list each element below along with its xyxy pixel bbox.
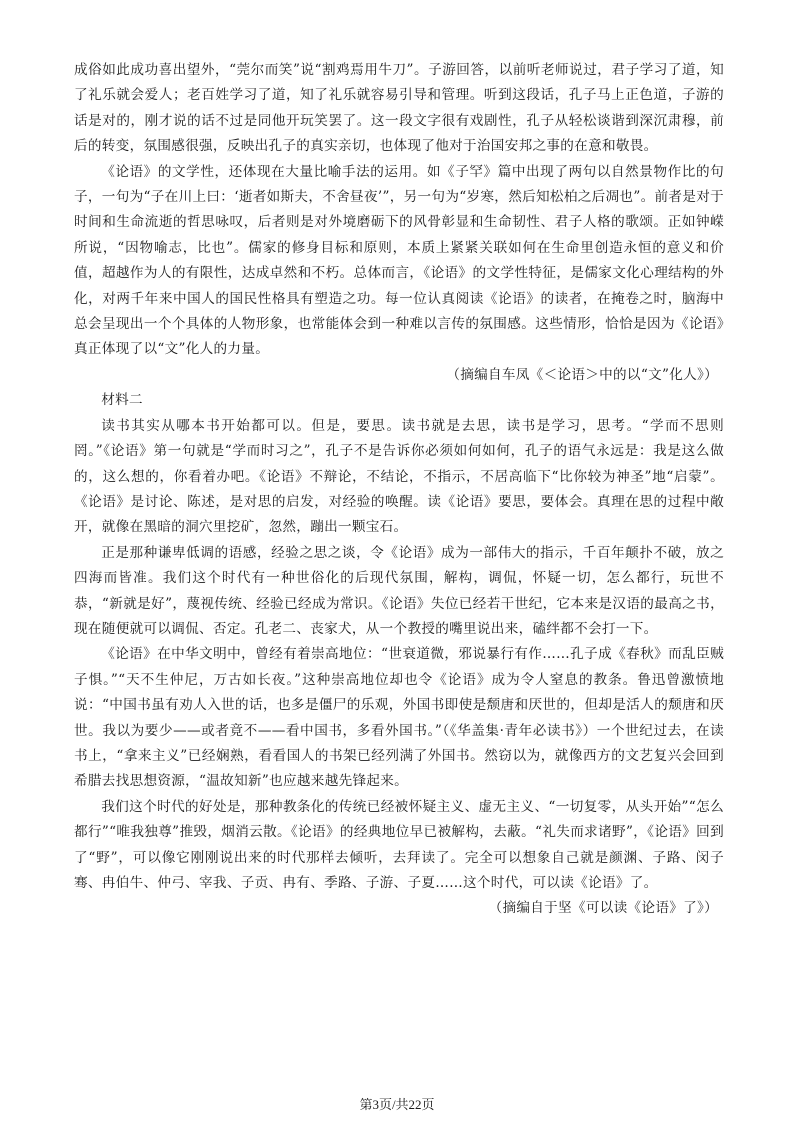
source-citation-1: （摘编自车凤《＜论语＞中的以“文”化人》） [446, 366, 718, 383]
paragraph-lofty-status: 《论语》在中华文明中，曾经有着崇高地位：“世衰道微，邪说暴行有作……孔子成《春秋》而乱臣贼子惧。”“天不生仲尼，万古如长夜。”这种崇高地位却也令《论语》成为令人窒息的教条。鲁迅曾激愤地说：“中国书虽有劝人入世的话，也多是僵尸的乐观，外国书即使是颓唐和厌世的，但却是活人的颓唐和厌世。我以为要少——或者竟不——看中国书，多看外国书。”（《华盖集·青年必读书》）一个世纪过去，在读书上，“拿来主义”已经娴熟，看看国人的书架已经列满了外国书。然窃以为，就像西方的文艺复兴会回到希腊去找思想资源，“温故知新”也应越来越先锋起来。 [74, 646, 724, 790]
paragraph-era-advantage: 我们这个时代的好处是，那种教条化的传统已经被怀疑主义、虚无主义、“一切复零，从头开始”“怎么都行”“唯我独尊”推毁，烟消云散。《论语》的经典地位早已被解构，去蔽。“礼失而求诸野”，《论语》回到了“野”，可以像它刚刚说出来的时代那样去倾听，去拜读了。完全可以想象自己就是颜渊、子路、闵子骞、冉伯牛、仲弓、宰我、子贡、冉有、季路、子游、子夏……这个时代，可以读《论语》了。 [74, 798, 724, 891]
paragraph-continued: 成俗如此成功喜出望外，“莞尔而笑”说“割鸡焉用牛刀”。子游回答，以前听老师说过，君子学习了道，知了礼乐就会爱人；老百姓学习了道，知了礼乐就容易引导和管理。听到这段话，孔子马上正色道，子游的话是对的，刚才说的话不过是同他开玩笑罢了。这一段文字很有戏剧性，孔子从轻松谈谐到深沉肃穆，前后的转变，氛围感很强，反映出孔子的真实亲切，也体现了他对于治国安邦之事的在意和敬畏。 [74, 62, 724, 155]
paragraph-humble-tone: 正是那种谦卑低调的语感，经验之思之谈，令《论语》成为一部伟大的指示，千百年颠扑不破，放之四海而皆准。我们这个时代有一种世俗化的后现代氛围，解构，调侃，怀疑一切，怎么都行，玩世不恭，“新就是好”，蔑视传统、经验已经成为常识。《论语》失位已经若干世纪，它本来是汉语的最高之书，现在随便就可以调侃、否定。孔老二、丧家犬，从一个教授的嘴里说出来，磕绊都不会打一下。 [74, 544, 724, 637]
material-two-heading: 材料二 [101, 392, 143, 409]
document-body [74, 58, 724, 922]
source-citation-2: （摘编自于坚《可以读《论语》了》） [488, 900, 718, 917]
page-number: 第3页/共22页 [359, 1097, 435, 1112]
paragraph-literary-metaphor: 《论语》的文学性，还体现在大量比喻手法的运用。如《子罕》篇中出现了两句以自然景物作比的句子，一句为“子在川上曰：‘逝者如斯夫，不舍昼夜’”，另一句为“岁寒，然后知松柏之后凋也”。前者是对于时间和生命流逝的哲思咏叹，后者则是对外境磨砺下的风骨彰显和生命韧性、君子人格的歌颂。正如钟嵘所说，“因物喻志，比也”。儒家的修身目标和原则，本质上紧紧关联如何在生命里创造永恒的意义和价值，超越作为人的有限性，达成卓然和不朽。总体而言，《论语》的文学性特征，是儒家文化心理结构的外化，对两千年来中国人的国民性格具有塑造之功。每一位认真阅读《论语》的读者，在掩卷之时，脑海中总会呈现出一个个具体的人物形象，也常能体会到一种难以言传的氛围感。这些情形，恰恰是因为《论语》真正体现了以“文”化人的力量。 [74, 163, 724, 358]
paragraph-reading-think: 读书其实从哪本书开始都可以。但是，要思。读书就是去思，读书是学习，思考。“学而不思则罔。”《论语》第一句就是“学而时习之”，孔子不是告诉你必须如何如何，孔子的语气永远是：我是这么做的，这么想的，你看着办吧。《论语》不辩论，不结论，不指示，不居高临下“比你较为神圣”地“启蒙”。《论语》是讨论、陈述，是对思的启发，对经验的唤醒。读《论语》要思，要体会。真理在思的过程中敞开，就像在黑暗的洞穴里挖矿，忽然，蹦出一颗宝石。 [74, 417, 724, 536]
